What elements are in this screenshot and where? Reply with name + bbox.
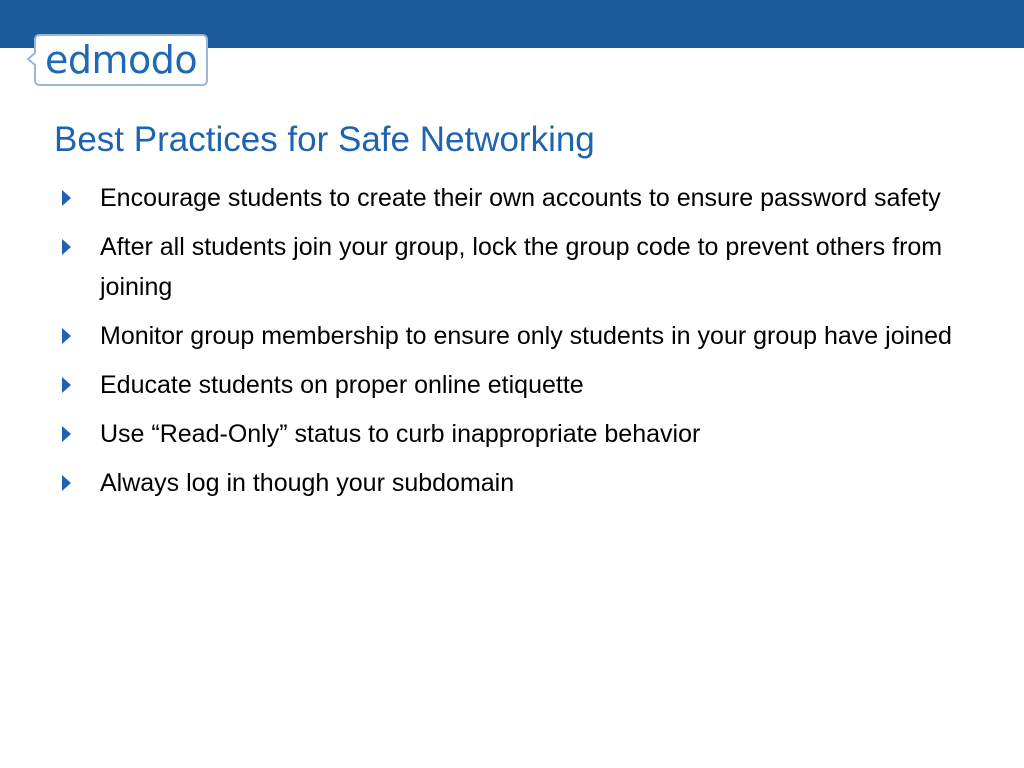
caret-right-icon (62, 239, 71, 255)
caret-right-icon (62, 328, 71, 344)
bullet-item (56, 463, 976, 503)
bullet-text: Educate students on proper online etiquette (100, 371, 584, 399)
bullet-item (56, 227, 976, 307)
logo-text: edmodo (45, 38, 198, 82)
bullet-text: Always log in though your subdomain (100, 469, 515, 497)
bullet-text: Encourage students to create their own accounts to ensure password safety (100, 184, 941, 212)
caret-right-icon (62, 377, 71, 393)
caret-right-icon (62, 190, 71, 206)
slide-title: Best Practices for Safe Networking (54, 120, 595, 159)
bullet-item (56, 178, 976, 218)
bullet-item (56, 365, 976, 405)
caret-right-icon (62, 426, 71, 442)
bullet-item (56, 316, 976, 356)
caret-right-icon (62, 475, 71, 491)
bullet-text: Use “Read-Only” status to curb inappropriate behavior (100, 420, 701, 448)
bullet-item (56, 414, 976, 454)
edmodo-logo (26, 32, 210, 88)
bullet-list (56, 178, 976, 512)
bullet-text: Monitor group membership to ensure only students in your group have joined (100, 322, 952, 350)
bullet-text: After all students join your group, lock the group code to prevent others from joining (100, 233, 943, 301)
